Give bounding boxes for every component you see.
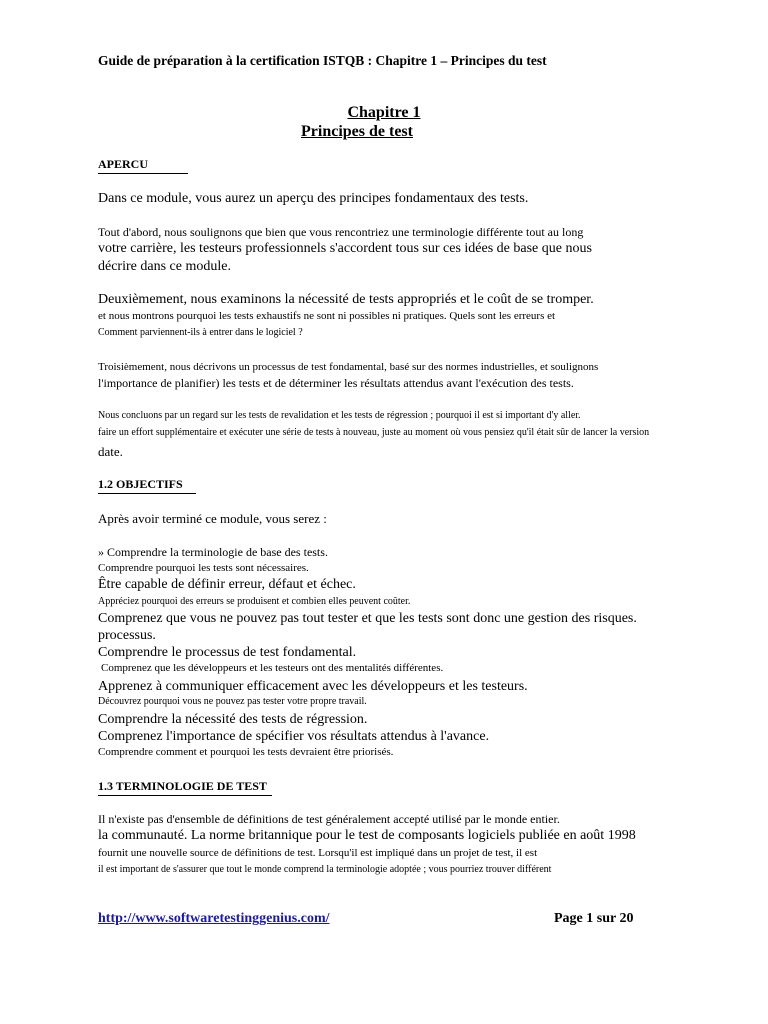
objectifs-item: Comprendre le processus de test fondamental. xyxy=(98,645,357,660)
apercu-paragraph-5-line-2: faire un effort supplémentaire et exécuter une série de tests à nouveau, juste au moment où vous pensiez qu'il était sûr de lancer la version xyxy=(98,427,650,438)
apercu-paragraph-2-line-2: votre carrière, les testeurs professionnels s'accordent tous sur ces idées de base que nous xyxy=(98,241,592,256)
chapter-number: Chapitre 1 xyxy=(347,104,421,121)
terminologie-line-3: fournit une nouvelle source de définitions de test. Lorsqu'il est impliqué dans un projet de test, il est xyxy=(98,847,538,859)
chapter-title-text: Principes de test xyxy=(301,123,413,140)
objectifs-item: Comprendre pourquoi les tests sont nécessaires. xyxy=(98,562,309,574)
objectifs-item: Comprendre comment et pourquoi les tests devraient être priorisés. xyxy=(98,746,394,758)
objectifs-item: Être capable de définir erreur, défaut et échec. xyxy=(98,577,356,592)
page-header: Guide de préparation à la certification ISTQB : Chapitre 1 – Principes du test xyxy=(98,53,547,68)
apercu-paragraph-5-line-3: date. xyxy=(98,444,123,459)
objectifs-item: Découvrez pourquoi vous ne pouvez pas tester votre propre travail. xyxy=(98,696,367,707)
footer-website-link[interactable]: http://www.softwaretestinggenius.com/ xyxy=(98,911,330,926)
section-heading-terminologie: 1.3 TERMINOLOGIE DE TEST xyxy=(98,779,272,796)
objectifs-item: processus. xyxy=(98,628,156,643)
apercu-paragraph-1: Dans ce module, vous aurez un aperçu des principes fondamentaux des tests. xyxy=(98,191,529,206)
objectifs-item: Appréciez pourquoi des erreurs se produisent et combien elles peuvent coûter. xyxy=(98,596,411,607)
objectifs-intro: Après avoir terminé ce module, vous serez : xyxy=(98,511,327,526)
apercu-paragraph-4-line-2: l'importance de planifier) les tests et de déterminer les résultats attendus avant l'exécution des tests. xyxy=(98,376,574,390)
chapter-title xyxy=(301,123,443,141)
objectifs-item: Comprenez que vous ne pouvez pas tout tester et que les tests sont donc une gestion des risques. xyxy=(98,611,637,626)
objectifs-item: » Comprendre la terminologie de base des tests. xyxy=(98,545,328,559)
objectifs-item: Comprendre la nécessité des tests de régression. xyxy=(98,712,368,727)
terminologie-line-2: la communauté. La norme britannique pour le test de composants logiciels publiée en août 1998 xyxy=(98,828,636,843)
apercu-paragraph-3-line-2: et nous montrons pourquoi les tests exhaustifs ne sont ni possibles ni pratiques. Quels sont les erreurs et xyxy=(98,310,556,322)
apercu-paragraph-3-line-1: Deuxièmement, nous examinons la nécessité de tests appropriés et le coût de se tromper. xyxy=(98,292,594,307)
page-number: Page 1 sur 20 xyxy=(554,911,634,926)
objectifs-item: Apprenez à communiquer efficacement avec les développeurs et les testeurs. xyxy=(98,679,528,694)
apercu-paragraph-2-line-1: Tout d'abord, nous soulignons que bien que vous rencontriez une terminologie différente tout au long xyxy=(98,225,584,239)
apercu-paragraph-3-line-3: Comment parviennent-ils à entrer dans le logiciel ? xyxy=(98,327,303,338)
apercu-paragraph-5-line-1: Nous concluons par un regard sur les tests de revalidation et les tests de régression ; pourquoi il est si important d'y aller. xyxy=(98,410,581,421)
objectifs-item: Comprenez l'importance de spécifier vos résultats attendus à l'avance. xyxy=(98,729,490,744)
terminologie-line-1: Il n'existe pas d'ensemble de définitions de test généralement accepté utilisé par le monde entier. xyxy=(98,812,560,826)
terminologie-line-4: il est important de s'assurer que tout le monde comprend la terminologie adoptée ; vous pourriez trouver différent xyxy=(98,864,552,875)
objectifs-item: Comprenez que les développeurs et les testeurs ont des mentalités différentes. xyxy=(101,662,444,674)
section-heading-apercu: APERCU xyxy=(98,157,188,174)
apercu-paragraph-2-line-3: décrire dans ce module. xyxy=(98,259,231,274)
apercu-paragraph-4-line-1: Troisièmement, nous décrivons un processus de test fondamental, basé sur des normes industrielles, et soulignons xyxy=(98,361,599,373)
section-heading-objectifs: 1.2 OBJECTIFS xyxy=(98,477,196,494)
